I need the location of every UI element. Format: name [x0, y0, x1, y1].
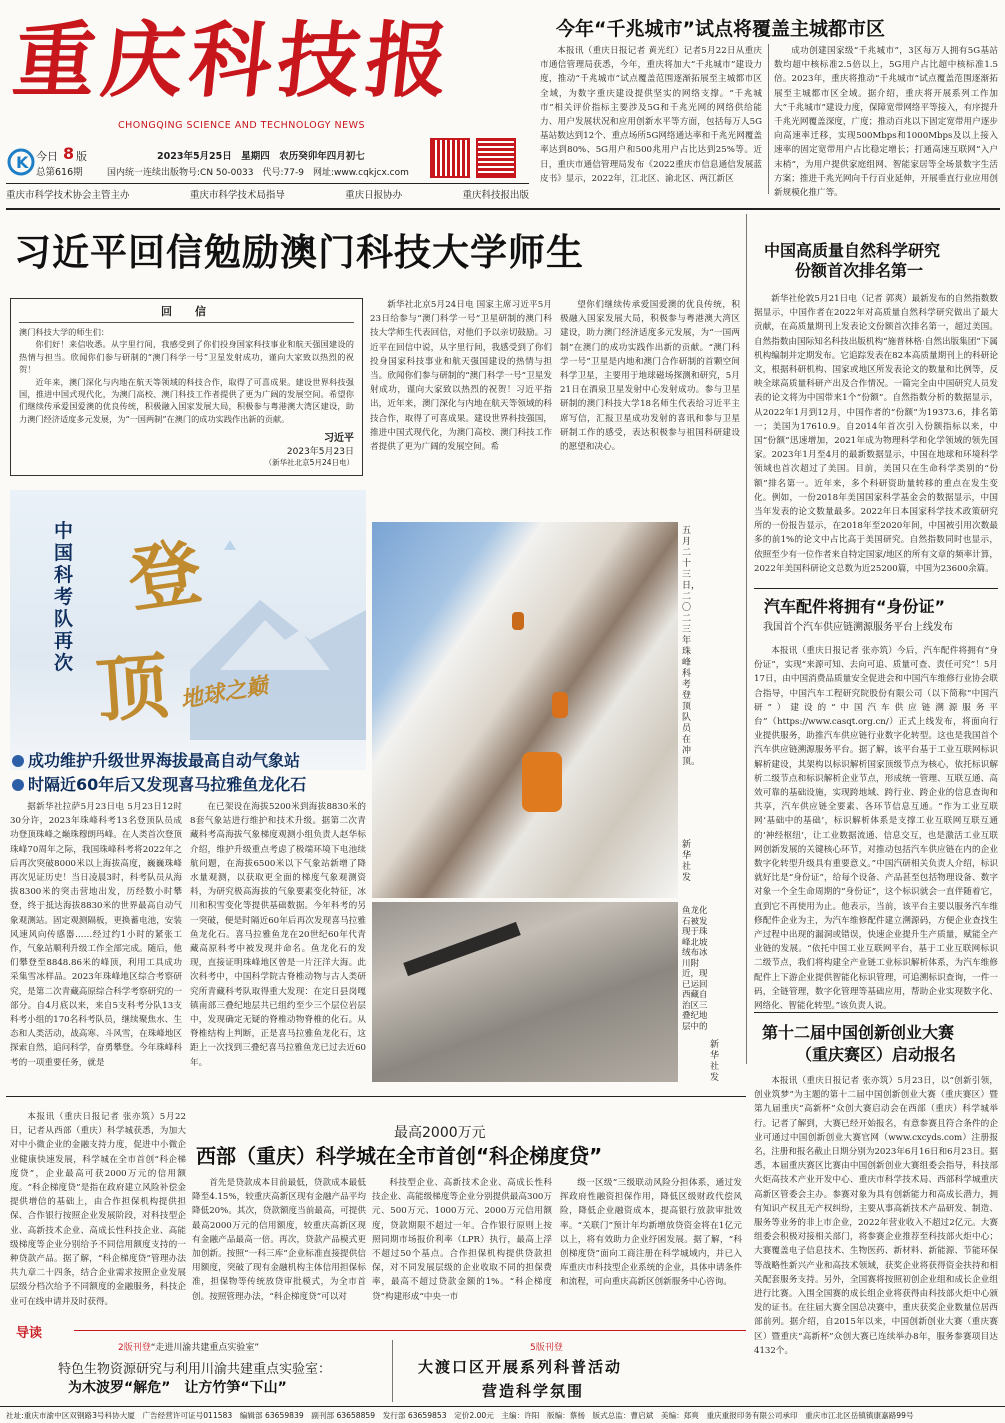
- letter-date: 2023年5月23日: [286, 447, 354, 458]
- masthead-logo: 重庆科技报: [8, 13, 460, 109]
- everest-climbers-photo: [372, 522, 678, 898]
- right-top-headline-2: 份额首次排名第一: [795, 261, 924, 280]
- photo1-credit: 新华社发: [682, 840, 692, 883]
- guide-item1-title-2[interactable]: 为木波罗“解危” 让方竹笋“下山”: [68, 1380, 287, 1396]
- top-story-headline: 今年“千兆城市”试点将覆盖主城都市区: [556, 18, 885, 40]
- guide-label: 导读: [16, 1326, 43, 1341]
- letter-box: [10, 298, 363, 476]
- photo1-caption: 五月二十三日，二〇二三年珠峰科考登顶队员在冲顶。: [682, 526, 701, 767]
- ice-axe-icon: [403, 922, 521, 976]
- photo2-credit: 新华社发: [710, 1040, 720, 1083]
- climber-figure-icon: [512, 612, 524, 630]
- bottom-col3: 科技型企业、高新技术企业、高成长性科技企业、高能级梯度等企业分别提供最高300万元、500万元、1000万元、2000万元信用额度，贷款期限不超过一年。合作银行原则上按照同期市场报价利率（LPR）执行，最高上浮不超过50个基点。合作担保机构提供贷款担保，对不同发展层级的企业收取不同的担保费率，最高不超过贷款金额的1%。“科企梯度贷”构建形成“中央一市: [372, 1178, 552, 1302]
- qr-code-2: [476, 138, 516, 178]
- date-line: 2023年5月25日 星期四 农历癸卯年四月初七: [157, 151, 365, 162]
- letter-title: 回 信: [161, 305, 212, 318]
- main-col2: 望你们继续传承爱国爱澳的优良传统，积极融入国家发展大局，积极参与粤港澳大湾区建设，助力澳门经济适度多元发展，为“一国两制”在澳门的成功实践作出新的贡献。“澳门科学一号”卫星是内地和澳门合作研制的首颗空间科学卫星，主要用于地球磁场探测和研究，5月21日在酒泉卫星发射中心发射成功。参与卫星研制的澳门科技大学18名师生代表给习近平主席写信，汇报卫星成功发射的喜讯和参与卫星研制工作的感受，表达积极参与祖国科研建设的愿望和决心。: [560, 300, 740, 453]
- sponsor-bar: [6, 187, 529, 201]
- letter-salutation: 澳门科技大学的师生们：: [19, 327, 110, 337]
- today-pages: 8: [63, 144, 75, 163]
- feature-title-big-1: 登: [123, 528, 207, 623]
- right-top-body: 新华社伦敦5月21日电（记者 郭爽）最新发布的自然指数数据显示，中国作者在2022年对高质量自然科学研究做出了最大贡献，在高质量期刊上发表论文份额首次排名第一，超过美国。自然指数由国际知名科技出版机构“施普林格·自然出版集团”下属机构编制并定期发布。它追踪发表在82本高质量期刊上的科研论文，根据科研机构、国家或地区所发表论文的数量和比例等，反映全球高质量科研产出及合作情况。一篇完全由中国研究人员发表的论文将为中国带来1个“份额”。自然指数分析的数据显示，从2022年1月到12月，中国作者的“份额”为19373.6，排名第一；美国为17610.9。自2014年首次引入份额指标以来，中国“份额”迅速增加，2021年成为物理科学和化学领域的领先国家。2023年1月至4月的最新数据显示，中国在地球和环境科学领域也首次超过了美国。目前，美国只在生命科学类别的“份额”排名第一。近年来，多个科研资助量转移的重点在发生变化。例如，一份2018年美国国家科学基金会的数据显示，中国当年发表的论文数量最多。2022年日本国家科学技术政策研究所的一份报告显示，在2018年至2020年间，中国被引用次数最多的前1%的论文中占比高于美国研究。自然指数同时也显示，依照至少有一位作者来自特定国家/地区的所有文章的频率计算，2022年美国科研论文总数为近25200篇，中国为23600余篇。: [754, 294, 998, 574]
- right-bottom-headline-2: （重庆赛区）启动报名: [796, 1045, 957, 1064]
- bottom-col4: 级一区级”三级联动风险分担体系，通过发挥政府性融资担保作用，降低区级财政代偿风险，降低企业融资成本，提高银行放款审批效率。“关联门”预计年均新增放贷资金将在1亿元以上，将有效助力企业纾困发展。据了解，“科创梯度贷”面向工商注册在科学城域内，并已入库重庆市科技型企业系统的企业，具体申请条件和流程，可向重庆高新区创新服务中心咨询。: [560, 1178, 742, 1288]
- guide-item1-page: 2版刊登: [118, 1343, 151, 1353]
- right-mid-subhead: 我国首个汽车供应链溯源服务平台上线发布: [763, 622, 953, 633]
- letter-body-2: 近年来，澳门深化与内地在航天等领域的科技合作，取得了可喜成果。建设世界科技强国，推进中国式现代化，为澳门高校、澳门科技工作者提供了更为广阔的发展空间。希望你们继续传承爱国爱澳的优良传统，积极融入国家发展大局，积极参与粤港澳大湾区建设，助力澳门经济适度多元发展，为“一国两制”在澳门的成功实践作出新的贡献。: [19, 376, 354, 424]
- bottom-col2: 首先是贷款成本目前最低，贷款成本最低降至4.15%，较重庆高新区现有金融产品平均降低20%。其次，贷款额度当前最高，可提供最高2000万元的信用额度，较重庆高新区现有金融产品最高一倍。再次，贷款产品模式更加创新。按照“一科三库”企业标准直接提供信用额度，突破了现有金融机构主体信用担保标准，担保物等传统放贷审批模式，为全市首创。按照管理办法，“科企梯度贷”可以对: [192, 1178, 366, 1302]
- today-suffix: 版: [76, 150, 87, 163]
- guide-item2-title-2[interactable]: 营造科学氛围: [482, 1382, 585, 1400]
- climber-figure-icon: [552, 692, 568, 718]
- sponsor-2: 重庆市科学技术局指导: [189, 190, 285, 201]
- footer: 社址:重庆市渝中区双钢路3号科协大厦 广告经营许可证号011583 编辑部 63659839 副刊部 63658859 发行部 63659853 定价2.00元 主编：许阳 版编：蔡杨 版式总监：曹启斌 美编：郑爽 重庆重报印务有限公司承印 重庆市江北区岳镇镇康嘉路99号: [6, 1411, 914, 1420]
- feature-title-sub: 地球之巅: [178, 672, 270, 714]
- right-mid-headline: 汽车配件将拥有“身份证”: [764, 597, 946, 616]
- bottom-col1: 本报讯（重庆日报记者 张亦筑）5月22日，记者从西部（重庆）科学城获悉，为加大对中小微企业的金融支持力度，促进中小微企业健康快速发展，科学城在全市首创“科企梯度贷”，企业最高可获2000万元的信用额度。“科企梯度贷”是指在政府建立风险补偿金提供增信的基础上，由合作担保机构提供担保、合作银行按照企业发展阶段，对科技型企业、高新技术企业、高成长性科技企业、高能级梯度等企业分别给予不同信用额度支持的一种贷款产品。据了解，“科企梯度贷”管理办法共九章二十四条，结合企业需求按照企业发展层级分档次给予不同额度的金融服务，科技企业可在线申请并及时获得。: [10, 1112, 186, 1307]
- climber-figure-icon: [522, 752, 562, 812]
- feature-col2: 在已架设在海拔5200米到海拔8830米的8套气象站进行维护和技术升级。据第二次青藏科考高海拔气象梯度观测小组负责人赵华标介绍，维护升级重点考虑了极端环境下电池续航问题，在海拔6500米以下气象站新增了降水量观测，以获取更全面的梯度气象观测资料，为研究极高海拔的气象要素变化特征，冰川和积雪变化等提供基础数据。今年科考的另一突破，便是时隔近60年后再次发现喜马拉雅鱼龙化石。喜马拉雅鱼龙在20世纪60年代青藏高原科考中被发现并命名。鱼龙化石的发现，直接证明珠峰地区曾是一片汪洋大海。此次科考中，中国科学院古脊椎动物与古人类研究所青藏科考队取得重大发现：在定日县岗嘎镇南部三叠纪地层共已组约至少三个层位岩层中，发现确定无疑的脊椎动物脊椎的化石。从脊椎结构上判断，正是喜马拉雅鱼龙化石，这距上一次找到三叠纪喜马拉雅鱼龙已过去近60年。: [190, 802, 366, 1068]
- top-story-col2: 成功创建国家级“千兆城市”，3区每万人拥有5G基站数均超中核标准2.5倍以上，5G用户占比超中核标准1.5倍。2023年，重庆将推动“千兆城市”试点覆盖范围逐渐拓展至主城都市区全域。据介绍，重庆将开展系列工作加大“千兆城市”建设力度，保障宽带网络平等接入，有序提升千兆光网覆盖深度，广度；推动百兆以下固定宽带用户逐步向高速率迁移，实现500Mbps和1000Mbps及以上接入速率的固定宽带用户占比稳定增长；打通高速互联网“入户末梢”，为用户提供家庭组网、智能家居等全场景数字生活方案；推进千兆光网向千行百业延伸，开展垂直行业应用创新规模化推广等。: [774, 46, 998, 199]
- letter-body-1: 你们好！来信收悉。从字里行间，我感受到了你们投身国家科技事业和航天强国建设的热情与担当。欣闻你们参与研制的“澳门科学一号”卫星发射成功，谨向大家致以热烈的祝贺！: [19, 339, 354, 375]
- right-bottom-headline-1: 第十二届中国创新创业大赛: [762, 1023, 955, 1042]
- cn-line: 国内统一连续出版物号:CN 50-0033 代号:77-9 网址:www.cqkjcx.com: [107, 168, 409, 178]
- sponsor-1: 重庆市科学技术协会主管主办: [6, 190, 130, 201]
- photo2-caption: 鱼龙化石被发现于珠峰北坡绒布冰川附近，现已运回西藏自治区三叠纪地层中的: [682, 906, 708, 1032]
- main-headline: 习近平回信勉励澳门科技大学师生: [14, 231, 584, 274]
- letter-source: （新华社北京5月24日电）: [264, 458, 354, 468]
- guide-item1-title-1[interactable]: 特色生物资源研究与利用川渝共建重点实验室：: [58, 1362, 332, 1377]
- svg-text:K: K: [16, 153, 29, 172]
- fossil-photo: [372, 902, 678, 1082]
- sponsor-4: 重庆科技报出版: [462, 190, 529, 201]
- masthead-english: CHONGQING SCIENCE AND TECHNOLOGY NEWS: [118, 120, 366, 131]
- bottom-headline: 西部（重庆）科学城在全市首创“科企梯度贷”: [196, 1144, 603, 1168]
- today-prefix: 今日: [36, 150, 58, 163]
- top-story-col1: 本报讯（重庆日报记者 黄光红）记者5月22日从重庆市通信管理局获悉，今年，重庆将加大“千兆城市”建设力度，推动“千兆城市”试点覆盖范围逐渐拓展至主城都市区全域，为数字重庆建设提供坚实的网络支撑。“千兆城市”相关评价指标主要涉及5G和千兆光网的网络供给能力、用户发展状况和应用创新水平等方面，包括每万人5G基站数达到12个、重点场所5G网络通达率和千兆光网覆盖率达到80%、5G用户和500兆用户占比达到25%等。近日，重庆市通信管理局发布《2022重庆市信息通信发展蓝皮书》显示，2022年，江北区、渝北区、两江新区: [540, 46, 762, 184]
- right-mid-body: 本报讯（重庆日报记者 张亦筑）今后，汽车配件将拥有“身份证”，实现“来源可知、去向可追、质量可查、责任可究”！5月17日，由中国消费品质量安全促进会和中国汽车维修行业协会联合指导，中国汽车工程研究院股份有限公司（以下简称“中国汽研”）建设的“中国汽车供应链溯源服务平台”（https://www.casqt.org.cn/）正式上线发布，将面向行业提供服务，助推汽车供应链行业数字化转型。这也是我国首个汽车供应链溯源服务平台。据了解，该平台基于工业互联网标识解析建设，其架构以标识解析国家顶级节点为核心，依托标识解析二级节点和标识解析企业节点，形成统一管理、互联互通、高效可靠的基础设施，实现跨地域、跨行业、跨企业的信息查询和共享，汽车供应链全要素、各环节信息互通。“作为工业互联网‘基础中的基础’，标识解析体系是支撑工业互联网互联互通的‘神经枢纽’，让工业数据流通、信息交互，也是激活工业互联网创新发展的关键核心环节，对推动包括汽车供应链在内的企业数字化转型升级具有重要意义。”中国汽研相关负责人介绍，标识就好比是“身份证”，给每个设备、产品甚至包括物理设备、数字对象一个全生命周期的“身份证”，这个标识就会一直伴随着它，直到它不再使用为止。他表示，当前，该平台主要以服务汽车维修配件企业为主，为汽车维修配件建立溯源码，方便企业查找生产过程中出现的漏洞或错误，快速企业提升生产质量，赋能全产业链的发展。“依托中国工业互联网平台，基于工业互联网标识二级节点，我们将构建全产业链工业标识解析体系，为汽车维修配件上下游企业提供智能化标识管理，可追溯标识查询，一件一码，全链管理，数字化管理等基础应用，帮助企业实现数字化、网络化、智能化转型。”该负责人说。: [754, 646, 998, 1012]
- sponsor-3: 重庆日报协办: [345, 190, 403, 201]
- guide-item2-title-1[interactable]: 大渡口区开展系列科普活动: [418, 1358, 623, 1376]
- feature-bullet-1: 成功维护升级世界海拔最高自动气象站: [12, 748, 300, 771]
- feature-tag: 中国科考队再次: [54, 520, 74, 674]
- guide-bar: [16, 1322, 746, 1341]
- right-bottom-body: 本报讯（重庆日报记者 张亦筑）5月23日，以“创新引领，创业筑梦”为主题的第十二届中国创新创业大赛（重庆赛区）暨第九届重庆“高新杯”众创大赛启动会在西部（重庆）科学城举行。记者了解到，大赛已经开始报名，有意参赛且符合条件的企业可通过中国创新创业大赛官网（www.cxcyds.com）注册报名，注册和报名截止日期分别为2023年6月16日和6月23日。据悉，本届重庆赛区比赛由中国创新创业大赛组委会指导，科技部火炬高技术产业开发中心、重庆市科学技术局、西部科学城重庆高新区管委会主办。参赛对象为具有创新能力和高成长潜力，拥有知识产权且无产权纠纷，主要从事高新技术产品研发、制造、服务等业务的非上市企业，2022年营业收入不超过2亿元。大赛组委会积极对接相关部门，将参赛企业推荐至科技部火炬中心；大赛覆盖电子信息技术、生物医药、新材料、新能源、节能环保等战略性新兴产业和高技术领域，获奖企业将获得资金扶持和相关配套服务支持。另外，全国赛将按照初创企业组和成长企业组进行比赛。入围全国赛的成长组企业将获得由科技部火炬中心颁发的证书。在往届大赛全国总决赛中，重庆获奖企业数量位居西部前列。据介绍，自2015年以来，中国创新创业大赛（重庆赛区）暨重庆“高新杯”众创大赛已连续举办8年，服务参赛项目达4132个。: [754, 1076, 998, 1356]
- feature-panel: [10, 490, 366, 770]
- issue-total: 总第616期: [36, 167, 83, 178]
- right-top-headline-1: 中国高质量自然科学研究: [764, 241, 941, 260]
- feature-col1: 据新华社拉萨5月23日电 5月23日12时30分许，2023年珠峰科考13名登顶队员成功登顶珠峰之巅珠穆朗玛峰。在人类首次登顶珠峰70周年之际，我国珠峰科考将2022年之后再次突破8000米以上海拔高度，巍巍珠峰再次见证历史！当日凌晨3时，科考队员从海拔8300米的突击营地出发，历经数小时攀登，终于抵达海拔8830米的世界最高自动气象观测站。固定观测隔板，更换蓄电池，安装风速风向传感器……经过约1小时的紧张工作，气象站顺利升级工作全部完成。随后，他们攀登至8848.86米的峰顶，利用工具成功采集雪冰样品。2023年珠峰地区综合考察研究，是第二次青藏高原综合科学考察研究的一部分。自4月底以来，来自5支科考分队13支科考小组的170名科考队员，继续聚焦水、生态和人类活动，战高寒、斗风雪，在珠峰地区探索自然，追问科学，奋勇攀登。今年珠峰科考的一项重要任务，就是: [10, 802, 182, 1068]
- k-logo-icon: [8, 148, 34, 176]
- main-col1: 新华社北京5月24日电 国家主席习近平5月23日给参与“澳门科学一号”卫星研制的澳门科技大学师生代表回信，对他们予以亲切鼓励。习近平在回信中说，从字里行间，我感受到了你们投身国家科技事业和航天强国建设的热情与担当。欣闻你们参与研制的“澳门科学一号”卫星发射成功，谨向大家致以热烈的祝贺！习近平指出，近年来，澳门深化与内地在航天等领域的科技合作，取得了可喜成果。建设世界科技强国，推进中国式现代化，为澳门高校、澳门科技工作者提供了更为广阔的发展空间。希: [370, 300, 552, 453]
- feature-title-big-2: 顶: [93, 642, 172, 733]
- guide-item2-page: 5版刊登: [530, 1343, 563, 1353]
- qr-code-1: [430, 138, 470, 178]
- guide-item1-note: “走进川渝共建重点实验室”: [150, 1343, 260, 1353]
- feature-bullet-2: 时隔近60年后又发现喜马拉雅鱼龙化石: [12, 772, 306, 795]
- bottom-kicker: 最高2000万元: [394, 1125, 486, 1141]
- letter-signature: 习近平: [324, 433, 354, 445]
